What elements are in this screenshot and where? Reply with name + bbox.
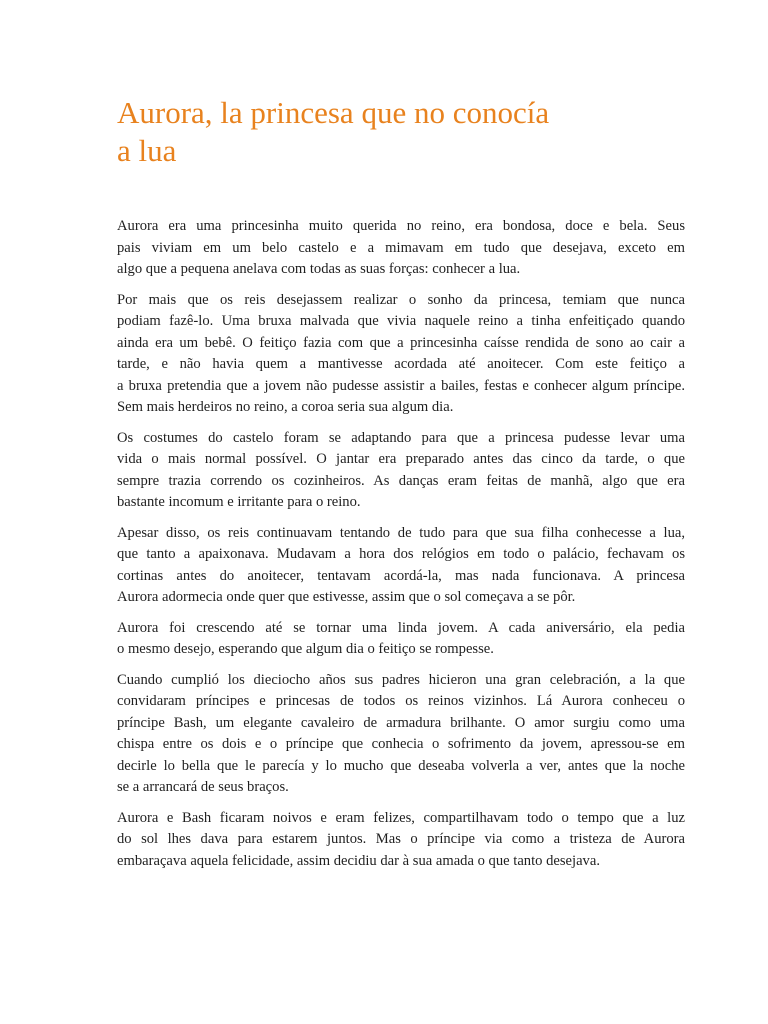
text-line: chispa entre os dois e o príncipe que conhecia o sofrimento da jovem, apressou-se em bbox=[117, 736, 685, 752]
paragraph bbox=[117, 523, 685, 609]
document-page bbox=[117, 94, 685, 881]
text-line: ainda era um bebê. O feitiço fazia com que a princesinha caísse rendida de sono ao cair a bbox=[117, 334, 685, 351]
story-title bbox=[117, 94, 685, 170]
text-line: se a arrancará de seus braços. bbox=[117, 779, 289, 795]
text-line: embaraçava aquela felicidade, assim decidiu dar à sua amada o que tanto desejava. bbox=[117, 852, 600, 869]
text-line: algo que a pequena anelava com todas as suas forças: conhecer a lua. bbox=[117, 261, 521, 277]
text-line: que tanto a apaixonava. Mudavam a hora dos relógios em todo o palácio, fechavam os bbox=[117, 546, 685, 562]
text-line: Os costumes do castelo foram se adaptando para que a princesa pudesse levar uma bbox=[117, 429, 685, 446]
text-line: vida o mais normal possível. O jantar era preparado antes das cinco da tarde, o que bbox=[117, 451, 685, 467]
text-line: cortinas antes do anoitecer, tentavam acordá-la, mas nada funcionava. A princesa bbox=[117, 567, 685, 584]
text-line: sempre trazia correndo os cozinheiros. As danças eram feitas de manhã, algo que era bbox=[117, 472, 685, 489]
title-line: a lua bbox=[117, 133, 177, 168]
text-line: do sol lhes dava para estarem juntos. Mas o príncipe via como a tristeza de Aurora bbox=[117, 831, 685, 847]
paragraph bbox=[117, 618, 685, 661]
paragraph bbox=[117, 290, 685, 419]
paragraph bbox=[117, 808, 685, 873]
text-line: tarde, e não havia quem a mantivesse acordada até anoitecer. Com este feitiço a bbox=[117, 356, 685, 372]
text-line: Cuando cumplió los dieciocho años sus padres hicieron una gran celebración, a la que bbox=[117, 671, 685, 688]
text-line: podiam fazê-lo. Uma bruxa malvada que vivia naquele reino a tinha enfeitiçado quando bbox=[117, 313, 685, 329]
text-line: decirle lo bella que le parecía y lo mucho que deseaba volverla a ver, antes que la noche bbox=[117, 757, 685, 774]
text-line: pais viviam em um belo castelo e a mimavam em tudo que desejava, exceto em bbox=[117, 239, 685, 256]
text-line: Apesar disso, os reis continuavam tentando de tudo para que sua filha conhecesse a lua, bbox=[117, 524, 685, 541]
text-line: Sem mais herdeiros no reino, a coroa seria sua algum dia. bbox=[117, 399, 454, 415]
text-line: Aurora era uma princesinha muito querida no reino, era bondosa, doce e bela. Seus bbox=[117, 218, 685, 234]
text-line: convidaram príncipes e princesas de todos os reinos vizinhos. Lá Aurora conheceu o bbox=[117, 693, 685, 709]
text-line: a bruxa pretendia que a jovem não pudesse assistir a bailes, festas e conhecer algum príncipe. bbox=[117, 377, 685, 394]
text-line: príncipe Bash, um elegante cavaleiro de armadura brilhante. O amor surgiu como uma bbox=[117, 714, 685, 731]
text-line: Por mais que os reis desejassem realizar o sonho da princesa, temiam que nunca bbox=[117, 291, 685, 308]
title-line: Aurora, la princesa que no conocía bbox=[117, 95, 550, 130]
text-line: o mesmo desejo, esperando que algum dia o feitiço se rompesse. bbox=[117, 641, 494, 657]
story-body bbox=[117, 216, 685, 872]
text-line: bastante incomum e irritante para o reino. bbox=[117, 494, 361, 510]
text-line: Aurora adormecia onde quer que estivesse, assim que o sol começava a se pôr. bbox=[117, 589, 576, 605]
paragraph bbox=[117, 216, 685, 281]
paragraph bbox=[117, 670, 685, 799]
text-line: Aurora foi crescendo até se tornar uma linda jovem. A cada aniversário, ela pedia bbox=[117, 619, 685, 636]
text-line: Aurora e Bash ficaram noivos e eram felizes, compartilhavam todo o tempo que a luz bbox=[117, 809, 685, 826]
paragraph bbox=[117, 428, 685, 514]
